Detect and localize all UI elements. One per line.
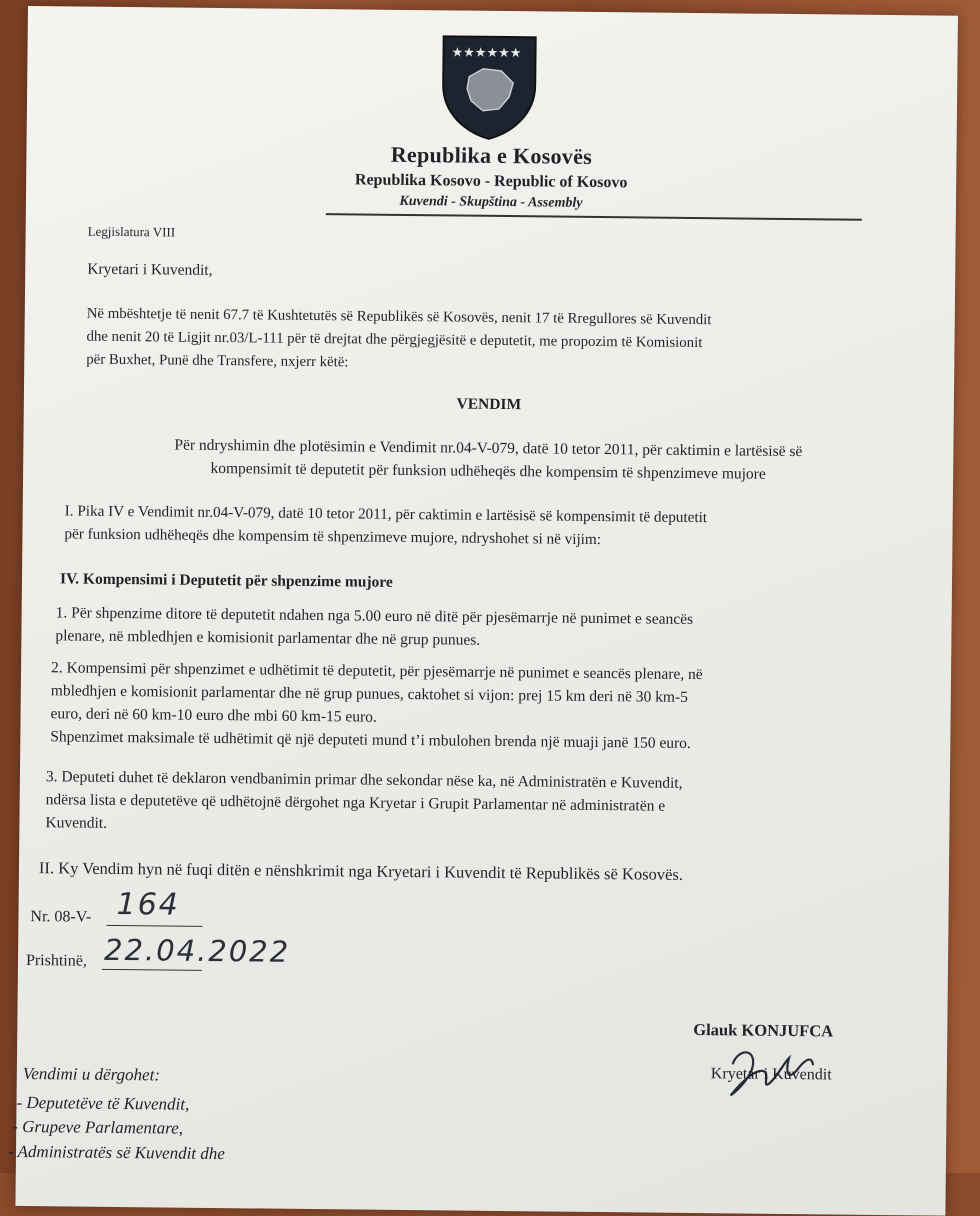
header-rule <box>326 213 862 221</box>
point-2-line-1: 2. Kompensimi për shpenzimet e udhëtimit të deputetit, për pjesëmarrje në punimet e seancës plenare, në <box>50 659 703 684</box>
subject-line-2: kompensimit të deputetit për funksion udhëheqës dhe kompensim të shpenzimeve mujore <box>210 459 766 483</box>
decision-title: VENDIM <box>456 395 522 414</box>
republic-subtitle: Republika Kosovo - Republic of Kosovo <box>354 171 628 192</box>
section-1-line-2: për funksion udhëheqës dhe kompensim të shpenzimeve mujore, ndryshohet si në vijim: <box>64 525 602 549</box>
distribution-title: Vendimi u dërgohet: <box>22 1064 161 1085</box>
place-label: Prishtinë, <box>25 952 87 970</box>
point-3-line-3: Kuvendit. <box>45 814 108 832</box>
institution-name: Kuvendi - Skupština - Assembly <box>399 193 583 211</box>
signer-title: Kryetar i Kuvendit <box>710 1065 832 1084</box>
distribution-item: - Deputetëve të Kuvendit, <box>16 1092 190 1114</box>
intro-line-2: dhe nenit 20 të Ligjit nr.03/L-111 për të drejtat dhe përgjegjësitë e deputetit, me propozim të Komisionit <box>86 328 703 352</box>
point-2-line-4: Shpenzimet maksimale të udhëtimit që një deputeti mund t’i mbulohen brenda një muaji janë 150 euro. <box>50 728 691 752</box>
point-2-line-2: mbledhjen e komisionit parlamentar dhe në grup punues, caktohet si vijon: prej 15 km deri në 30 km-5 <box>50 682 688 706</box>
section-1-line-1: I. Pika IV e Vendimit nr.04-V-079, datë 10 tetor 2011, për caktimin e lartësisë së kompensimit të deputetit <box>64 502 708 527</box>
point-1-line-1: 1. Për shpenzime ditore të deputetit ndahen nga 5.00 euro në ditë për pjesëmarrje në punimet e seancës <box>55 604 694 628</box>
number-underline <box>106 925 202 927</box>
svg-text:★★★★★★: ★★★★★★ <box>451 45 522 62</box>
point-3-line-1: 3. Deputeti duhet të deklaron vendbanimin primar dhe sekondar nëse ka, në Administratën e Kuvendit, <box>45 768 683 792</box>
addressee: Kryetari i Kuvendit, <box>87 260 213 279</box>
date-handwritten: 22.04.2022 <box>103 932 291 969</box>
point-2-line-3: euro, deri në 60 km-10 euro dhe mbi 60 km-15 euro. <box>50 705 377 726</box>
signer-name: Glauk KONJUFCA <box>693 1020 834 1041</box>
date-underline <box>102 969 202 971</box>
distribution-item: - Administratës së Kuvendit dhe <box>7 1141 225 1164</box>
intro-line-3: për Buxhet, Punë dhe Transfere, nxjerr këtë: <box>86 351 349 371</box>
distribution-item: - Grupeve Parlamentare, <box>12 1116 184 1138</box>
number-label: Nr. 08-V- <box>30 908 92 926</box>
section-iv-title: IV. Kompensimi i Deputetit për shpenzime mujore <box>59 570 393 591</box>
subject-line-1: Për ndryshimin dhe plotësimin e Vendimit nr.04-V-079, datë 10 tetor 2011, për caktimin e lartësisë së <box>174 436 803 461</box>
point-1-line-2: plenare, në mbledhjen e komisionit parlamentar dhe në grup punues. <box>55 627 481 649</box>
point-3-line-2: ndërsa lista e deputetëve që udhëtojnë dërgohet nga Kryetar i Grupit Parlamentar në administratën e <box>45 791 666 815</box>
document-page <box>7 6 958 1216</box>
intro-line-1: Në mbështetje të nenit 67.7 të Kushtetutës së Republikës së Kosovës, nenit 17 të Rregullores së Kuvendit <box>86 305 712 329</box>
kosovo-coat-of-arms-icon <box>439 32 540 141</box>
republic-title: Republika e Kosovës <box>390 141 593 169</box>
decision-number-handwritten: 164 <box>116 886 181 923</box>
section-2: II. Ky Vendim hyn në fuqi ditën e nënshkrimit nga Kryetari i Kuvendit të Republikës së Kosovës. <box>38 858 684 884</box>
legislature-label: Legjislatura VIII <box>87 223 176 240</box>
